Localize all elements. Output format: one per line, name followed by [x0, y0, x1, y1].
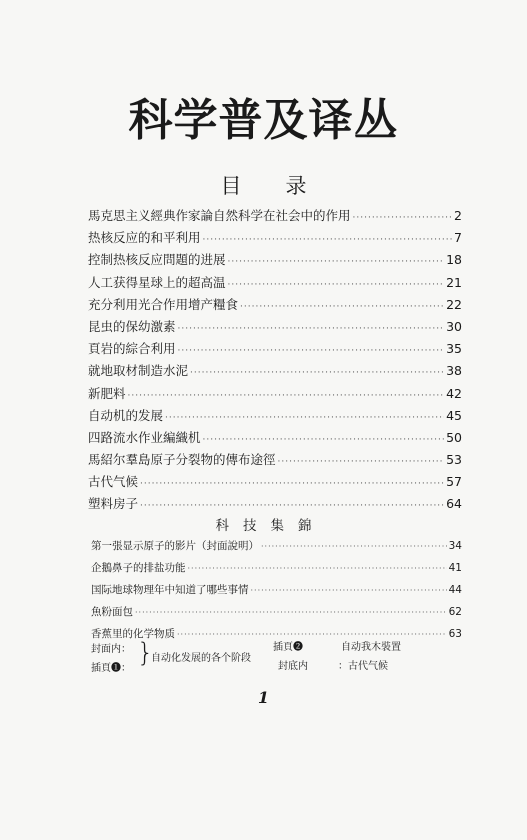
back-inner-label: 封底内 [278, 661, 308, 672]
sub-entry[interactable] [91, 560, 462, 582]
brace-icon: } [137, 638, 154, 668]
dot-leader [251, 586, 447, 595]
toc-entry-page: 42 [446, 385, 462, 401]
toc-entry[interactable] [88, 250, 462, 272]
dot-leader [140, 479, 444, 489]
dot-leader [278, 457, 445, 467]
dot-leader [228, 280, 445, 290]
page-number: 1 [257, 688, 270, 707]
sub-entry[interactable] [91, 604, 462, 626]
dot-leader [353, 213, 453, 223]
toc-entry-title: 人工获得星球上的超高温 [88, 274, 226, 290]
dot-leader [203, 435, 445, 445]
toc-entry[interactable] [88, 406, 462, 428]
dot-leader [261, 542, 447, 551]
toc-entry[interactable] [88, 472, 462, 494]
sub-entry-title: 香蕉里的化学物质 [91, 628, 175, 640]
toc-entry-page: 30 [446, 318, 462, 334]
toc-entry-page: 53 [446, 452, 462, 468]
sub-entry-page: 34 [448, 540, 462, 552]
plate2-text: 自动我木裝置 [341, 642, 401, 653]
plate1-label: 插頁❶： [91, 663, 131, 674]
toc-entry-page: 45 [446, 407, 462, 423]
back-inner-text: ：古代气候 [338, 661, 388, 672]
toc-entry[interactable] [88, 384, 462, 406]
toc-entry-page: 18 [446, 252, 462, 268]
table-of-contents [88, 206, 462, 517]
toc-entry-page: 21 [446, 274, 462, 290]
dot-leader [240, 302, 444, 312]
toc-entry[interactable] [88, 295, 462, 317]
toc-entry-title: 頁岩的綜合利用 [88, 341, 176, 357]
section-heading: 科技集錦 [215, 518, 326, 534]
toc-entry[interactable] [88, 206, 462, 228]
toc-entry-title: 控制热核反应問題的进展 [88, 252, 226, 268]
dot-leader [177, 630, 447, 639]
sub-entry[interactable] [91, 582, 462, 604]
toc-entry-title: 热核反应的和平利用 [88, 230, 201, 246]
dot-leader [178, 324, 445, 334]
sub-entry-page: 44 [448, 584, 462, 596]
sub-entry-page: 63 [448, 628, 462, 640]
toc-entry-page: 50 [446, 429, 462, 445]
toc-entry-page: 64 [446, 496, 462, 512]
toc-entry-title: 古代气候 [88, 474, 139, 490]
toc-entry-title: 就地取材制造水泥 [88, 363, 189, 379]
toc-entry[interactable] [88, 339, 462, 361]
sub-contents [91, 538, 462, 648]
toc-entry-title: 自动机的发展 [88, 407, 164, 423]
toc-entry-page: 38 [446, 363, 462, 379]
toc-entry[interactable] [88, 361, 462, 383]
plate2-label: 插頁❷ [273, 642, 303, 653]
sub-entry-title: 国际地球物理年中知道了哪些事情 [91, 584, 249, 596]
toc-entry[interactable] [88, 273, 462, 295]
dot-leader [140, 501, 444, 511]
toc-entry-title: 新肥料 [88, 385, 126, 401]
toc-entry-title: 馬紹尔羣島原子分裂物的傳布途徑 [88, 452, 276, 468]
sub-entry-title: 第一張显示原子的影片（封面說明） [91, 540, 259, 552]
toc-entry-title: 充分利用光合作用增产糧食 [88, 296, 239, 312]
dot-leader [190, 368, 444, 378]
toc-entry[interactable] [88, 450, 462, 472]
toc-entry[interactable] [88, 228, 462, 250]
dot-leader [228, 257, 445, 267]
toc-entry-page: 22 [446, 296, 462, 312]
sub-entry[interactable] [91, 538, 462, 560]
toc-heading: 目录 [220, 174, 351, 198]
page-title: 科学普及译丛 [128, 95, 399, 146]
toc-entry-page: 2 [454, 208, 462, 223]
toc-entry-title: 塑料房子 [88, 496, 139, 512]
dot-leader [188, 564, 447, 573]
toc-entry-title: 馬克思主义經典作家論自然科学在社会中的作用 [88, 208, 351, 223]
toc-entry[interactable] [88, 428, 462, 450]
dot-leader [165, 413, 444, 423]
toc-entry[interactable] [88, 317, 462, 339]
dot-leader [178, 346, 445, 356]
plate1-text: 自动化发展的各个阶段 [151, 653, 251, 664]
sub-entry-title: 企鵝鼻子的排盐功能 [91, 562, 186, 574]
sub-entry-page: 41 [448, 562, 462, 574]
cover-inner-label: 封面内： [91, 644, 131, 655]
dot-leader [135, 608, 447, 617]
sub-entry-page: 62 [448, 606, 462, 618]
toc-entry-title: 昆虫的保幼激素 [88, 318, 176, 334]
plates-info [91, 640, 462, 674]
dot-leader [203, 235, 453, 245]
sub-entry-title: 魚粉面包 [91, 606, 133, 618]
dot-leader [128, 391, 445, 401]
toc-entry-page: 7 [454, 230, 462, 246]
toc-entry-title: 四路流水作业編織机 [88, 429, 201, 445]
toc-entry-page: 35 [446, 341, 462, 357]
toc-entry-page: 57 [446, 474, 462, 490]
